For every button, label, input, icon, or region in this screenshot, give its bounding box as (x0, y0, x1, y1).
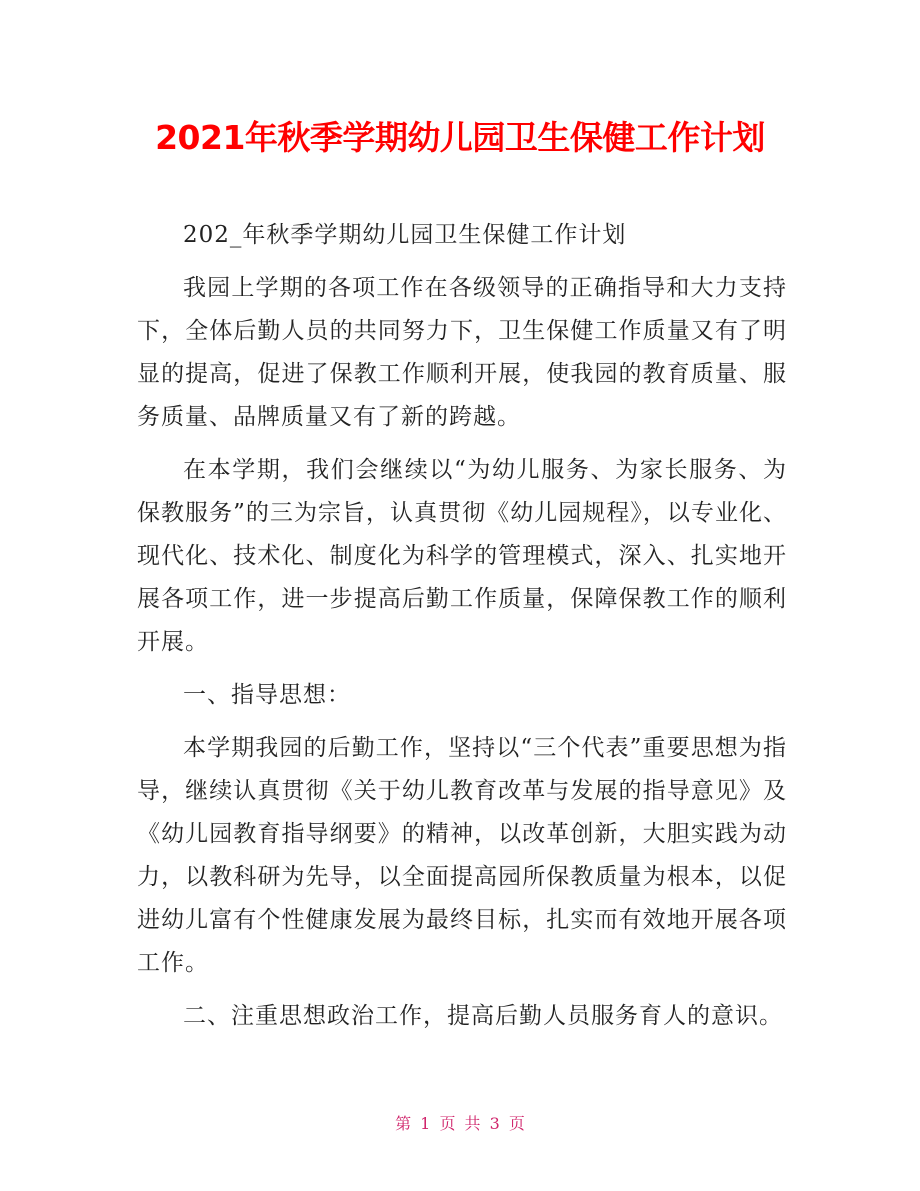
section-heading-guiding-ideology: 一、指导思想： (183, 682, 351, 708)
paragraph-intro: 我园上学期的各项工作在各级领导的正确指导和大力支持下，全体后勤人员的共同努力下，卫生保健工作质量又有了明显的提高，促进了保教工作顺利开展，使我园的教育质量、服务质量、品牌质量又有了新的跨越。 (137, 275, 787, 430)
section-heading-political-work: 二、注重思想政治工作，提高后勤人员服务育人的意识。 (183, 1003, 783, 1029)
paragraph-semester-goals: 在本学期，我们会继续以“为幼儿服务、为家长服务、为保教服务”的三为宗旨，认真贯彻《幼儿园规程》，以专业化、现代化、技术化、制度化为科学的管理模式，深入、扎实地开展各项工作，进一步提高后勤工作质量，保障保教工作的顺利开展。 (137, 457, 787, 655)
document-title: 2021年秋季学期幼儿园卫生保健工作计划 (155, 118, 765, 157)
document-body (137, 214, 787, 1038)
paragraph-guiding-ideology: 本学期我园的后勤工作，坚持以“三个代表”重要思想为指导，继续认真贯彻《关于幼儿教育改革与发展的指导意见》及《幼儿园教育指导纲要》的精神，以改革创新，大胆实践为动力，以教科研为先导，以全面提高园所保教质量为根本，以促进幼儿富有个性健康发展为最终目标，扎实而有效地开展各项工作。 (137, 735, 787, 976)
page-number-footer: 第 1 页 共 3 页 (395, 1114, 525, 1133)
paragraph-subtitle: 202_年秋季学期幼儿园卫生保健工作计划 (183, 222, 627, 248)
